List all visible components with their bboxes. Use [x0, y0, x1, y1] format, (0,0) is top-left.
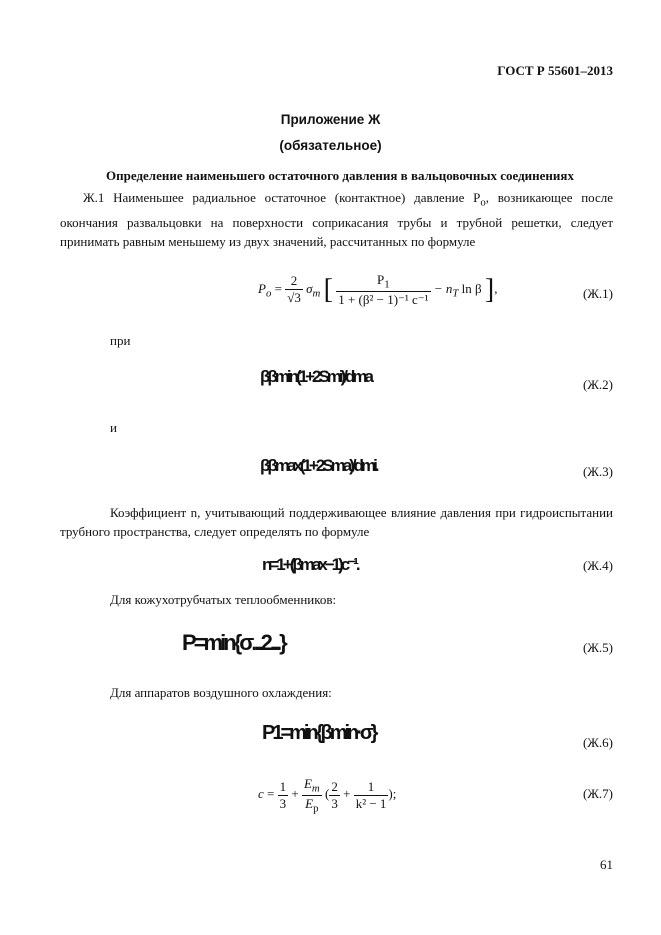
equation-zh1: $P_o$ = $\frac{2}{√3}$ $\sigma_m$ [ $\frac{P_1}{\text{1 + (β² − 1)⁻¹ c⁻¹}}$ − $n_T$ ln β ],	[258, 272, 498, 307]
appendix-title: Приложение Ж	[280, 112, 381, 127]
equation-number-zh7: (Ж.7)	[582, 786, 613, 801]
section-title: Определение наименьшего остаточного давления в вальцовочных соединениях	[106, 168, 574, 183]
paragraph-intro-rest: , возникающее после окончания развальцовки на поверхности соприкасания трубы и трубной решетки, следует принимать равным меньшему из двух значений, рассчитанных по формуле	[60, 190, 613, 249]
eq1-sigma: σ	[306, 280, 313, 296]
equation-zh5: P=min{σ...2...}	[182, 630, 285, 655]
paragraph-air-cooling: Для аппаратов воздушного охлаждения:	[110, 685, 332, 700]
equation-number-zh2: (Ж.2)	[582, 377, 613, 392]
paragraph-intro-text: Ж.1 Наименьшее радиальное остаточное (контактное) давление P	[83, 190, 481, 205]
eq1-sigma-sub: m	[312, 287, 321, 300]
standard-number: ГОСТ Р 55601–2013	[497, 63, 613, 78]
eq1-tail: − n	[433, 280, 453, 296]
equation-zh6: P1=min{βmin·σ}	[262, 722, 376, 744]
equation-number-zh1: (Ж.1)	[582, 286, 613, 301]
paragraph-coefficient: Коэффициент n, учитывающий поддерживающее влияние давления при гидроиспытании трубного пространства, следует определять по формуле	[60, 505, 613, 539]
paragraph-shell-tube: Для кожухотрубчатых теплообменников:	[110, 592, 337, 607]
eq1-frac: $\frac{2}{√3}$	[287, 273, 301, 306]
eq1-ln: ln β	[461, 280, 482, 296]
eq1-inner-frac: $\frac{P_1}{\text{1 + (β² − 1)⁻¹ c⁻¹}}$	[338, 272, 429, 307]
eq7-lhs: c	[258, 786, 264, 802]
equation-zh4: n=1+(βmax−1)c⁻¹.	[262, 555, 358, 574]
equation-number-zh3: (Ж.3)	[582, 464, 613, 479]
equation-number-zh6: (Ж.6)	[582, 735, 613, 750]
equation-zh3: ββmax(1+2Sma)/dmi.	[260, 456, 377, 475]
eq1-lhs-sub: o	[265, 287, 272, 300]
equation-number-zh4: (Ж.4)	[582, 558, 613, 573]
paragraph-intro-sub: o	[480, 196, 486, 209]
eq1-lhs: P	[258, 280, 266, 296]
eq1-eq: =	[274, 280, 282, 296]
appendix-status: (обязательное)	[279, 138, 382, 153]
paragraph-intro	[60, 188, 613, 251]
equation-number-zh5: (Ж.5)	[582, 640, 613, 655]
equation-zh2: ββmin(1+2Smi)/dma	[260, 367, 371, 386]
equation-zh7: c = $\frac{1}{3}$ + $\frac{E_m}{E_p}$ ( $\frac{2}{3}$ + $\frac{1}{\text{k² − 1}}$ );	[258, 776, 397, 815]
word-i: и	[110, 420, 117, 435]
word-pri: при	[110, 333, 131, 348]
page-number: 61	[600, 857, 613, 872]
